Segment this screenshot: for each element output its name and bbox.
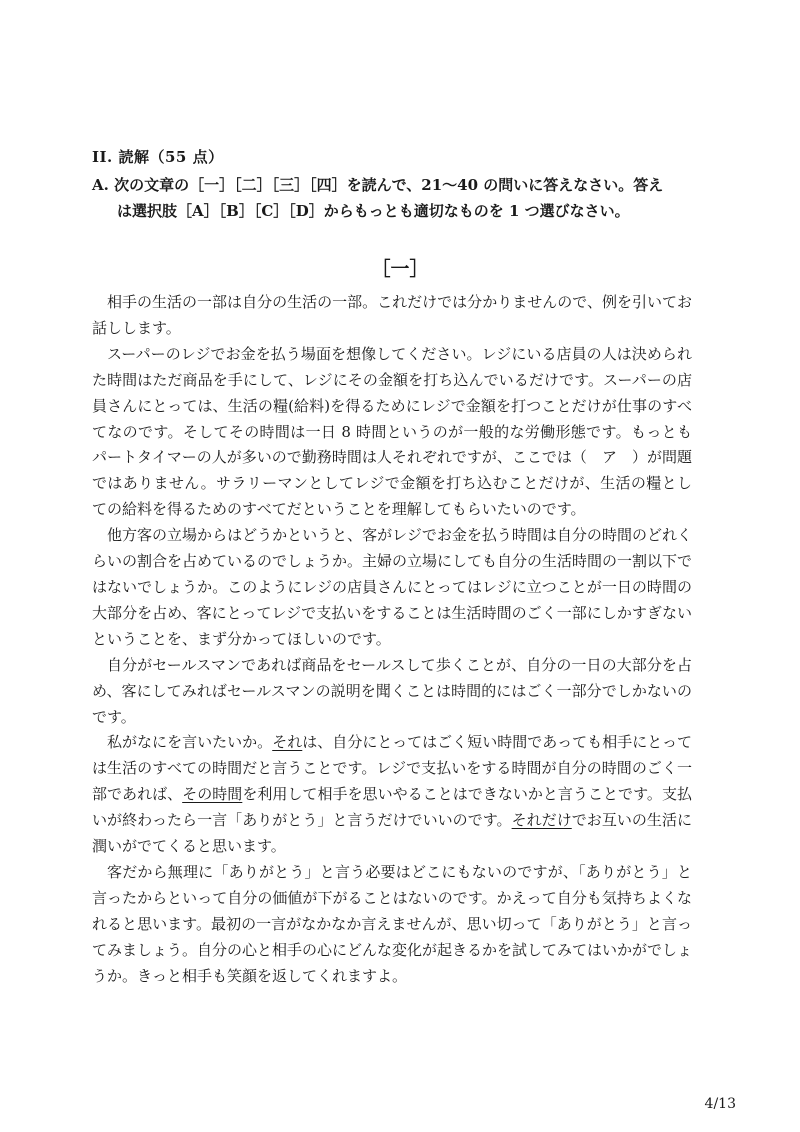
passage-paragraph-4: 自分がセールスマンであれば商品をセールスして歩くことが、自分の一日の大部分を占め、客にしてみればセールスマンの説明を聞くことは時間的にはごく一部分でしかないのです。 (92, 655, 692, 726)
passage-paragraph-1: 相手の生活の一部は自分の生活の一部。これだけでは分かりませんので、例を引いてお話しします。 (92, 293, 692, 337)
passage-paragraph-2: スーパーのレジでお金を払う場面を想像してください。レジにいる店員の人は決められた時間はただ商品を手にして、レジにその金額を打ち込んでいるだけです。スーパーの店員さんにとっては、生活の糧(給料)を得るためにレジで金額を打つことだけが仕事のすべてなのです。そしてその時間は一日 8 時間というのが一般的な労働形態です。もっともパートタイマーの人が多いので勤務時間は人それぞれですが、ここでは（ ア ）が問題ではありません。サラリーマンとしてレジで金額を打ち込むことだけが、生活の糧としての給料を得るためのすべてだということを理解してもらいたいのです。 (92, 344, 692, 519)
passage-paragraph-6: 客だから無理に「ありがとう」と言う必要はどこにもないのですが、「ありがとう」と言ったからといって自分の価値が下がることはないのです。かえって自分も気持ちよくなれると思います。最初の一言がなかなか言えませんが、思い切って「ありがとう」と言ってみましょう。自分の心と相手の心にどんな変化が起きるかを試してみてはいかがでしょうか。きっと相手も笑顔を返してくれますよ。 (92, 862, 693, 985)
underlined-sore-dake: それだけ (511, 811, 572, 830)
reading-passage (92, 290, 692, 989)
part-heading: ［一］ (371, 258, 429, 280)
passage-paragraph-5 (92, 730, 692, 860)
instruction-line-1: A. 次の文章の［一］［二］［三］［四］を読んで、21～40 の問いに答えなさい。答え (92, 176, 664, 194)
reading-instructions (92, 172, 702, 224)
paragraph-5-text-d: でお互いの生活に潤いがでてくると思います。 (92, 811, 692, 856)
section-title: II. 読解（55 点） (92, 148, 224, 166)
paragraph-5-text-c: を利用して相手を思いやることはできないかと言うことです。支払いが終わったら一言「ありがとう」と言うだけでいいのです。 (92, 785, 692, 830)
passage-paragraph-3: 他方客の立場からはどうかというと、客がレジでお金を払う時間は自分の時間のどれくらいの割合を占めているのでしょうか。主婦の立場にしても自分の生活時間の一割以下ではないでしょうか。このようにレジの店員さんにとってはレジに立つことが一日の時間の大部分を占め、客にとってレジで支払いをすることは生活時間のごく一部にしかすぎないということを、まず分かってほしいのです。 (92, 526, 693, 648)
paragraph-5-text-a: 私がなにを言いたいか。 (107, 733, 273, 752)
paragraph-5-text-b: は、自分にとってはごく短い時間であっても相手にとっては生活のすべての時間だと言うことです。レジで支払いをする時間が自分の時間のごく一部であれば、 (92, 733, 692, 804)
page-number: 4/13 (704, 1096, 736, 1112)
underlined-sore: それ (272, 733, 303, 752)
instruction-line-2: は選択肢［A］［B］［C］［D］からもっとも適切なものを 1 つ選びなさい。 (117, 202, 630, 220)
underlined-sono-jikan: その時間 (182, 785, 243, 804)
